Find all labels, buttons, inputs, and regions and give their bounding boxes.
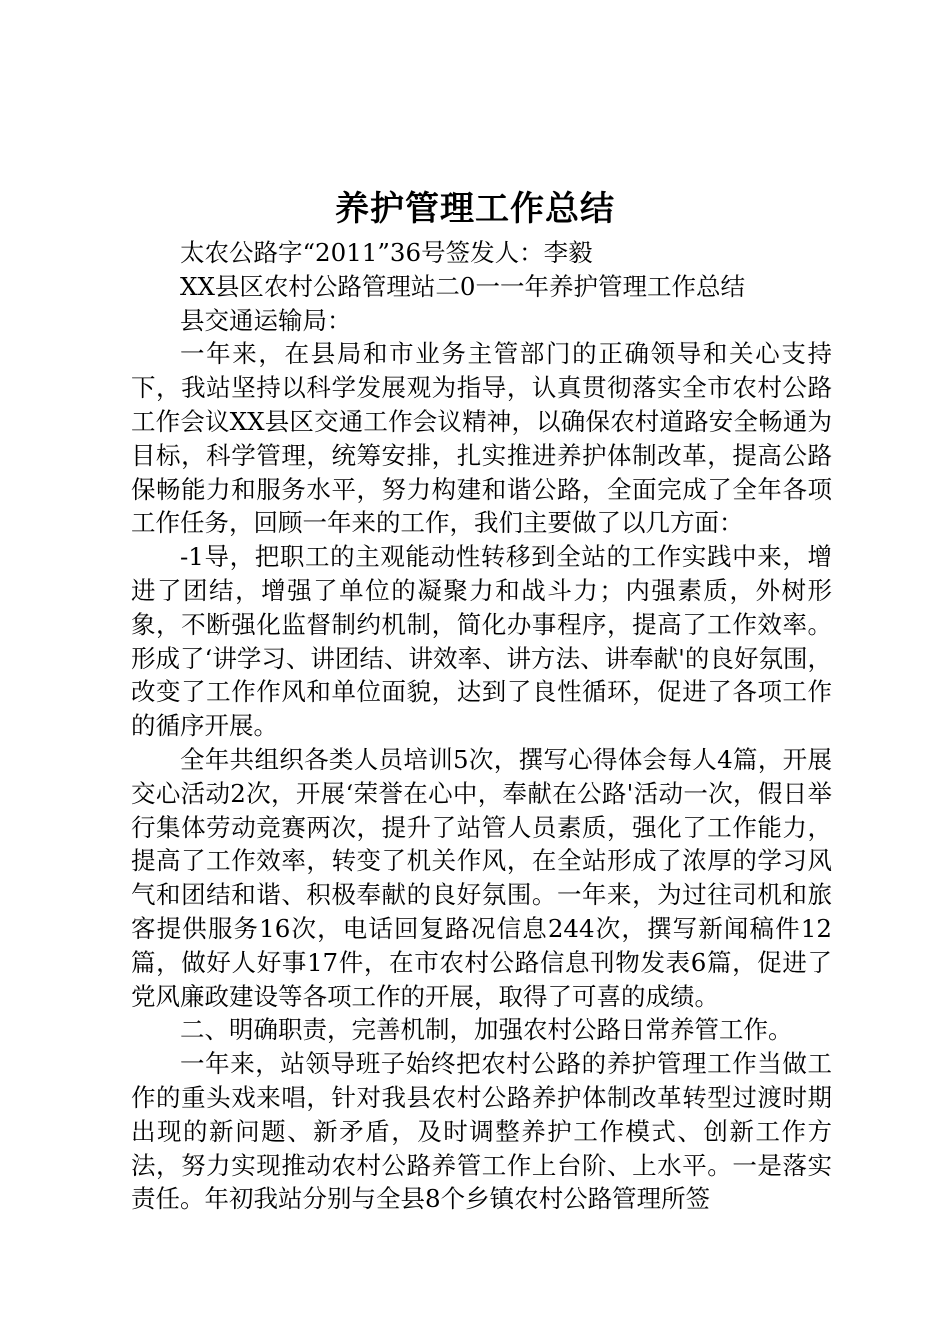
- document-body: [131, 236, 832, 1216]
- document-subtitle: XX县区农村公路管理站二0一一年养护管理工作总结: [180, 271, 745, 301]
- paragraph-intro: 一年来，在县局和市业务主管部门的正确领导和关心支持下，我站坚持以科学发展观为指导，认真贯彻落实全市农村公路工作会议XX县区交通工作会议精神，以确保农村道路安全畅通为目标，科学管理，统筹安排，扎实推进养护体制改革，提高公路保畅能力和服务水平，努力构建和谐公路，全面完成了全年各项工作任务，回顾一年来的工作，我们主要做了以几方面：: [131, 339, 832, 538]
- paragraph-training: 全年共组织各类人员培训5次，撰写心得体会每人4篇，开展交心活动2次，开展‘荣誉在心中，奉献在公路'活动一次，假日举行集体劳动竞赛两次，提升了站管人员素质，强化了工作能力，提高了工作效率，转变了机关作风，在全站形成了浓厚的学习风气和团结和谐、积极奉献的良好氛围。一年来，为过往司机和旅客提供服务16次，电话回复路况信息244次，撰写新闻稿件12篇，做好人好事17件，在市农村公路信息刊物发表6篇，促进了党风廉政建设等各项工作的开展，取得了可喜的成绩。: [131, 744, 832, 1011]
- document-number-line: 太农公路字“2011”36号签发人：李毅: [180, 238, 593, 267]
- section-heading-2: 二、明确职责，完善机制，加强农村公路日常养管工作。: [180, 1015, 793, 1045]
- document-title: 养护管理工作总结: [335, 189, 615, 229]
- paragraph-team-building: -1导，把职工的主观能动性转移到全站的工作实践中来，增进了团结，增强了单位的凝聚力和战斗力；内强素质，外树形象，不断强化监督制约机制，简化办事程序，提高了工作效率。形成了‘讲学习、讲团结、讲效率、讲方法、讲奉献'的良好氛围，改变了工作作风和单位面貌，达到了良性循环，促进了各项工作的循序开展。: [131, 542, 832, 741]
- paragraph-maintenance: 一年来，站领导班子始终把农村公路的养护管理工作当做工作的重头戏来唱，针对我县农村公路养护体制改革转型过渡时期出现的新问题、新矛盾，及时调整养护工作模式、创新工作方法，努力实现推动农村公路养管工作上台阶、上水平。一是落实责任。年初我站分别与全县8个乡镇农村公路管理所签: [131, 1049, 832, 1214]
- addressee: 县交通运输局：: [180, 305, 352, 335]
